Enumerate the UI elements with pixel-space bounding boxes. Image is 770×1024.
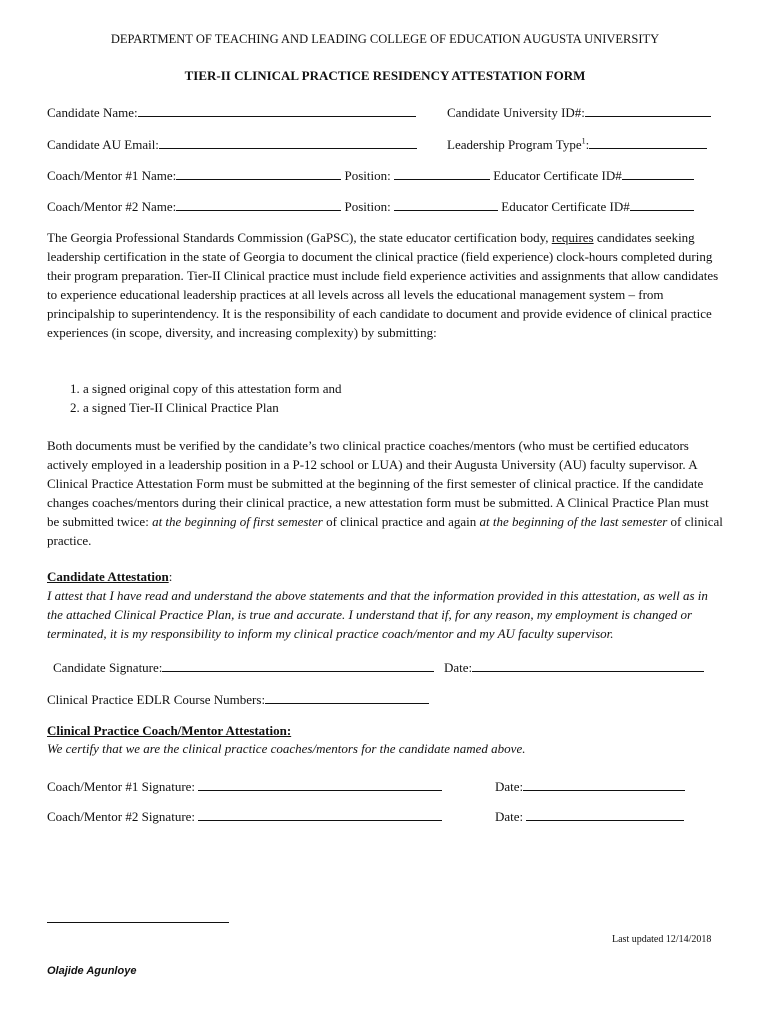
candidate-attestation-text: I attest that I have read and understand the above statements and that the information provided in this attestation, as well as in the attached Clinical Practice Plan, is true and accurate. I understand that if, for any reason, my employment is changed or terminated, it is my responsibility to inform my clinical practice coach/mentor and my AU faculty supervisor. — [47, 588, 708, 641]
list-item: 1. a signed original copy of this attestation form and — [70, 381, 342, 396]
author-name: Olajide Agunloye — [47, 965, 137, 977]
candidate-attestation-heading — [47, 569, 172, 585]
course-numbers-field[interactable] — [265, 691, 429, 704]
coach-attestation-text: We certify that we are the clinical practice coaches/mentors for the candidate named above. — [47, 741, 526, 756]
intro-requires: requires — [551, 230, 594, 245]
candidate-name-row — [47, 104, 416, 121]
candidate-date-label: Date: — [444, 660, 473, 675]
coach1-date-label: Date: — [495, 779, 524, 794]
coach1-date-row — [495, 778, 685, 795]
coach1-cert-field[interactable] — [622, 167, 694, 180]
verify-text-a: Both documents must be verified by the candidate’s two clinical practice coaches/mentors (who must be certified educators actively employed in a leadership position in a P-12 school or LUA) and their Augusta University (AU) faculty supervisor. A Clinical Practice Attestation Form must be submitted at the beginning of the first semester of clinical practice. If the candidate changes coaches/mentors during their clinical practice, a new attestation form must be submitted. A Clinical Practice Plan must be submitted twice: — [47, 438, 709, 529]
verify-italic-1: at the beginning of first semester — [152, 514, 323, 529]
intro-text-b: candidates seeking leadership certification in the state of Georgia to document the clinical practice (field experience) clock-hours completed during their program preparation. Tier-II Clinical practice must include field experience activities and assignments that allow candidates to experience educational leadership practices at all levels across all levels the educational management system – from principalship to superintendency. It is the responsibility of each candidate to document and provide evidence of clinical practice experiences (in scope, diversity, and increasing complexity) by submitting: — [47, 230, 719, 340]
candidate-signature-field[interactable] — [162, 659, 434, 672]
coach1-cert-label: Educator Certificate ID# — [493, 168, 622, 183]
course-numbers-row — [47, 691, 429, 708]
verify-italic-2: at the beginning of the last semester — [479, 514, 668, 529]
leadership-type-field[interactable] — [589, 136, 707, 149]
coach2-position-field[interactable] — [394, 198, 498, 211]
candidate-attestation-colon: : — [168, 569, 173, 584]
coach2-position-label: Position: — [344, 199, 391, 214]
coach2-date-label: Date: — [495, 809, 527, 824]
candidate-name-field[interactable] — [138, 104, 416, 117]
leadership-type-label: Leadership Program Type — [447, 137, 582, 152]
candidate-name-label: Candidate Name: — [47, 105, 138, 120]
candidate-date-field[interactable] — [472, 659, 704, 672]
candidate-attestation-title: Candidate Attestation — [47, 569, 169, 584]
department-header: DEPARTMENT OF TEACHING AND LEADING COLLEGE OF EDUCATION AUGUSTA UNIVERSITY — [110, 32, 660, 46]
coach2-date-row — [495, 808, 684, 825]
coach2-cert-field[interactable] — [630, 198, 694, 211]
coach1-row — [47, 167, 694, 184]
coach2-signature-field[interactable] — [198, 808, 442, 821]
coach-attestation-heading — [47, 723, 291, 739]
list-item: 2. a signed Tier-II Clinical Practice Plan — [70, 400, 279, 415]
coach2-signature-row — [47, 808, 442, 825]
coach1-signature-row — [47, 778, 442, 795]
coach2-date-field[interactable] — [526, 808, 684, 821]
course-numbers-label: Clinical Practice EDLR Course Numbers: — [47, 692, 266, 707]
coach1-signature-label: Coach/Mentor #1 Signature: — [47, 779, 199, 794]
verify-text-b: of clinical practice and again — [322, 514, 480, 529]
candidate-signature-row — [53, 659, 434, 676]
candidate-signature-label: Candidate Signature: — [53, 660, 163, 675]
candidate-id-row — [447, 104, 711, 121]
leadership-type-colon: : — [585, 137, 590, 152]
verification-paragraph — [47, 436, 723, 550]
coach-attestation-title: Clinical Practice Coach/Mentor Attestation: — [47, 723, 292, 738]
coach2-name-label: Coach/Mentor #2 Name: — [47, 199, 177, 214]
coach1-name-field[interactable] — [176, 167, 341, 180]
coach1-date-field[interactable] — [523, 778, 685, 791]
last-updated: Last updated 12/14/2018 — [612, 934, 712, 945]
candidate-id-field[interactable] — [585, 104, 711, 117]
footnote-rule — [47, 922, 229, 923]
candidate-email-row — [47, 136, 417, 153]
candidate-email-label: Candidate AU Email: — [47, 137, 159, 152]
candidate-date-row — [444, 659, 704, 676]
footnote-marker: 1 — [581, 136, 586, 146]
leadership-type-row — [447, 136, 707, 153]
form-title: TIER-II CLINICAL PRACTICE RESIDENCY ATTESTATION FORM — [184, 68, 586, 83]
coach1-name-label: Coach/Mentor #1 Name: — [47, 168, 177, 183]
verify-text-c: of clinical practice. — [47, 514, 723, 548]
coach1-position-label: Position: — [344, 168, 391, 183]
coach2-row — [47, 198, 694, 215]
intro-paragraph — [47, 228, 723, 342]
coach1-signature-field[interactable] — [198, 778, 442, 791]
coach2-cert-label: Educator Certificate ID# — [501, 199, 630, 214]
submission-list — [70, 379, 342, 417]
coach2-signature-label: Coach/Mentor #2 Signature: — [47, 809, 199, 824]
coach1-position-field[interactable] — [394, 167, 490, 180]
coach2-name-field[interactable] — [176, 198, 341, 211]
intro-text-a: The Georgia Professional Standards Commission (GaPSC), the state educator certification body, — [47, 230, 552, 245]
candidate-email-field[interactable] — [159, 136, 417, 149]
candidate-id-label: Candidate University ID#: — [447, 105, 585, 120]
